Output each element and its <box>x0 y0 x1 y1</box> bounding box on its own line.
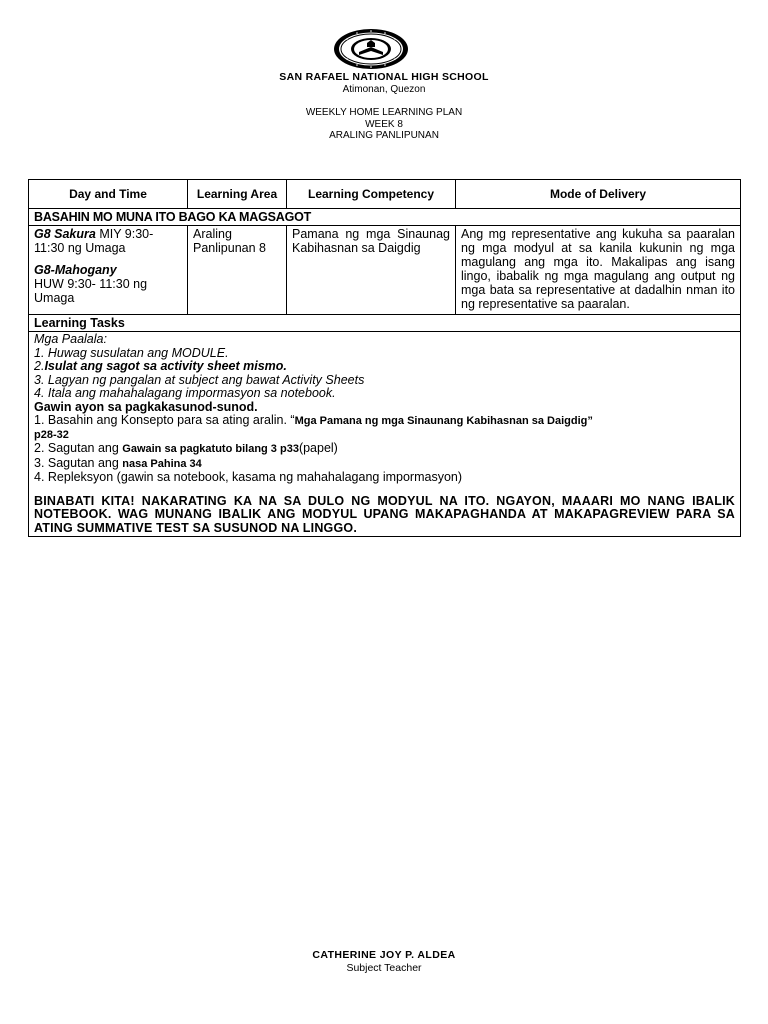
step-item: 1. Basahin ang Konsepto para sa ating aralin. “Mga Pamana ng mga Sinaunang Kabihasnan sa Daigdig” <box>34 413 593 427</box>
step-item-pages: p28-32 <box>34 428 69 441</box>
competency-cell: Pamana ng mga Sinaunag Kabihasnan sa Daigdig <box>287 226 456 315</box>
col-header-learning-area: Learning Area <box>188 180 287 209</box>
reminder-item: 3. Lagyan ng pangalan at subject ang bawat Activity Sheets <box>34 372 365 387</box>
plan-title: WEEKLY HOME LEARNING PLAN <box>305 107 463 118</box>
col-header-learning-competency: Learning Competency <box>287 180 456 209</box>
reminders-heading: Mga Paalala: <box>34 332 107 346</box>
day-time-cell <box>29 226 188 315</box>
step-item: 3. Sagutan ang nasa Pahina 34 <box>34 455 202 470</box>
learning-plan-table <box>28 179 741 537</box>
section2-time: HUW 9:30- 11:30 ng Umaga <box>34 277 148 305</box>
week-label: WEEK 8 <box>365 119 403 130</box>
learning-tasks-cell <box>29 332 741 537</box>
col-header-day-time: Day and Time <box>29 180 188 209</box>
learning-area-cell: Araling Panlipunan 8 <box>188 226 287 315</box>
mode-of-delivery-cell: Ang mg representative ang kukuha sa paaralan ng mga modyul at sa kanila kukunin ng mga magulang ang mga ito. Makalipas ang isang lingo, ibabalik ng mga magulang ang output ng mga bata sa representative at dadalhin nman ito ng representative sa paaralan. <box>456 226 741 315</box>
school-address: Atimonan, Quezon <box>342 84 426 95</box>
section1-time: MIY 9:30-11:30 ng Umaga <box>34 227 154 255</box>
reminder-item: 1. Huwag susulatan ang MODULE. <box>34 345 229 360</box>
teacher-title: Subject Teacher <box>346 962 422 974</box>
banner-row <box>29 209 741 226</box>
school-seal-logo <box>333 28 409 70</box>
subject-label: ARALING PANLIPUNAN <box>329 130 439 141</box>
table-row <box>29 226 741 315</box>
closing-message: BINABATI KITA! NAKARATING KA NA SA DULO NG MODYUL NA ITO. NGAYON, MAAARI MO NANG IBALIK NOTEBOOK. WAG MUNANG IBALIK ANG MODYUL UPANG MAKAPAGHANDA AT MAKAPAGREVIEW PARA SA ATING SUMMATIVE TEST SA SUSUNOD NA LINGGO. <box>34 493 735 535</box>
section1-name: G8 Sakura <box>34 227 96 241</box>
section2-name: G8-Mahogany <box>34 263 117 277</box>
steps-heading: Gawin ayon sa pagkakasunod-sunod. <box>34 399 258 414</box>
reminder-item: 4. Itala ang mahahalagang impormasyon sa notebook. <box>34 386 336 400</box>
tasks-row <box>29 332 741 537</box>
col-header-mode-of-delivery: Mode of Delivery <box>456 180 741 209</box>
step-item: 2. Sagutan ang Gawain sa pagkatuto bilang 3 p33(papel) <box>34 441 338 455</box>
step-item: 4. Repleksyon (gawin sa notebook, kasama ng mahahalagang impormasyon) <box>34 470 463 484</box>
school-name: SAN RAFAEL NATIONAL HIGH SCHOOL <box>279 71 489 83</box>
banner-text: BASAHIN MO MUNA ITO BAGO KA MAGSAGOT <box>29 209 741 226</box>
learning-tasks-heading: Learning Tasks <box>29 315 741 332</box>
table-header-row <box>29 180 741 209</box>
tasks-heading-row <box>29 315 741 332</box>
reminder-item: 2.Isulat ang sagot sa activity sheet mismo. <box>34 359 287 373</box>
teacher-name: CATHERINE JOY P. ALDEA <box>312 949 456 961</box>
